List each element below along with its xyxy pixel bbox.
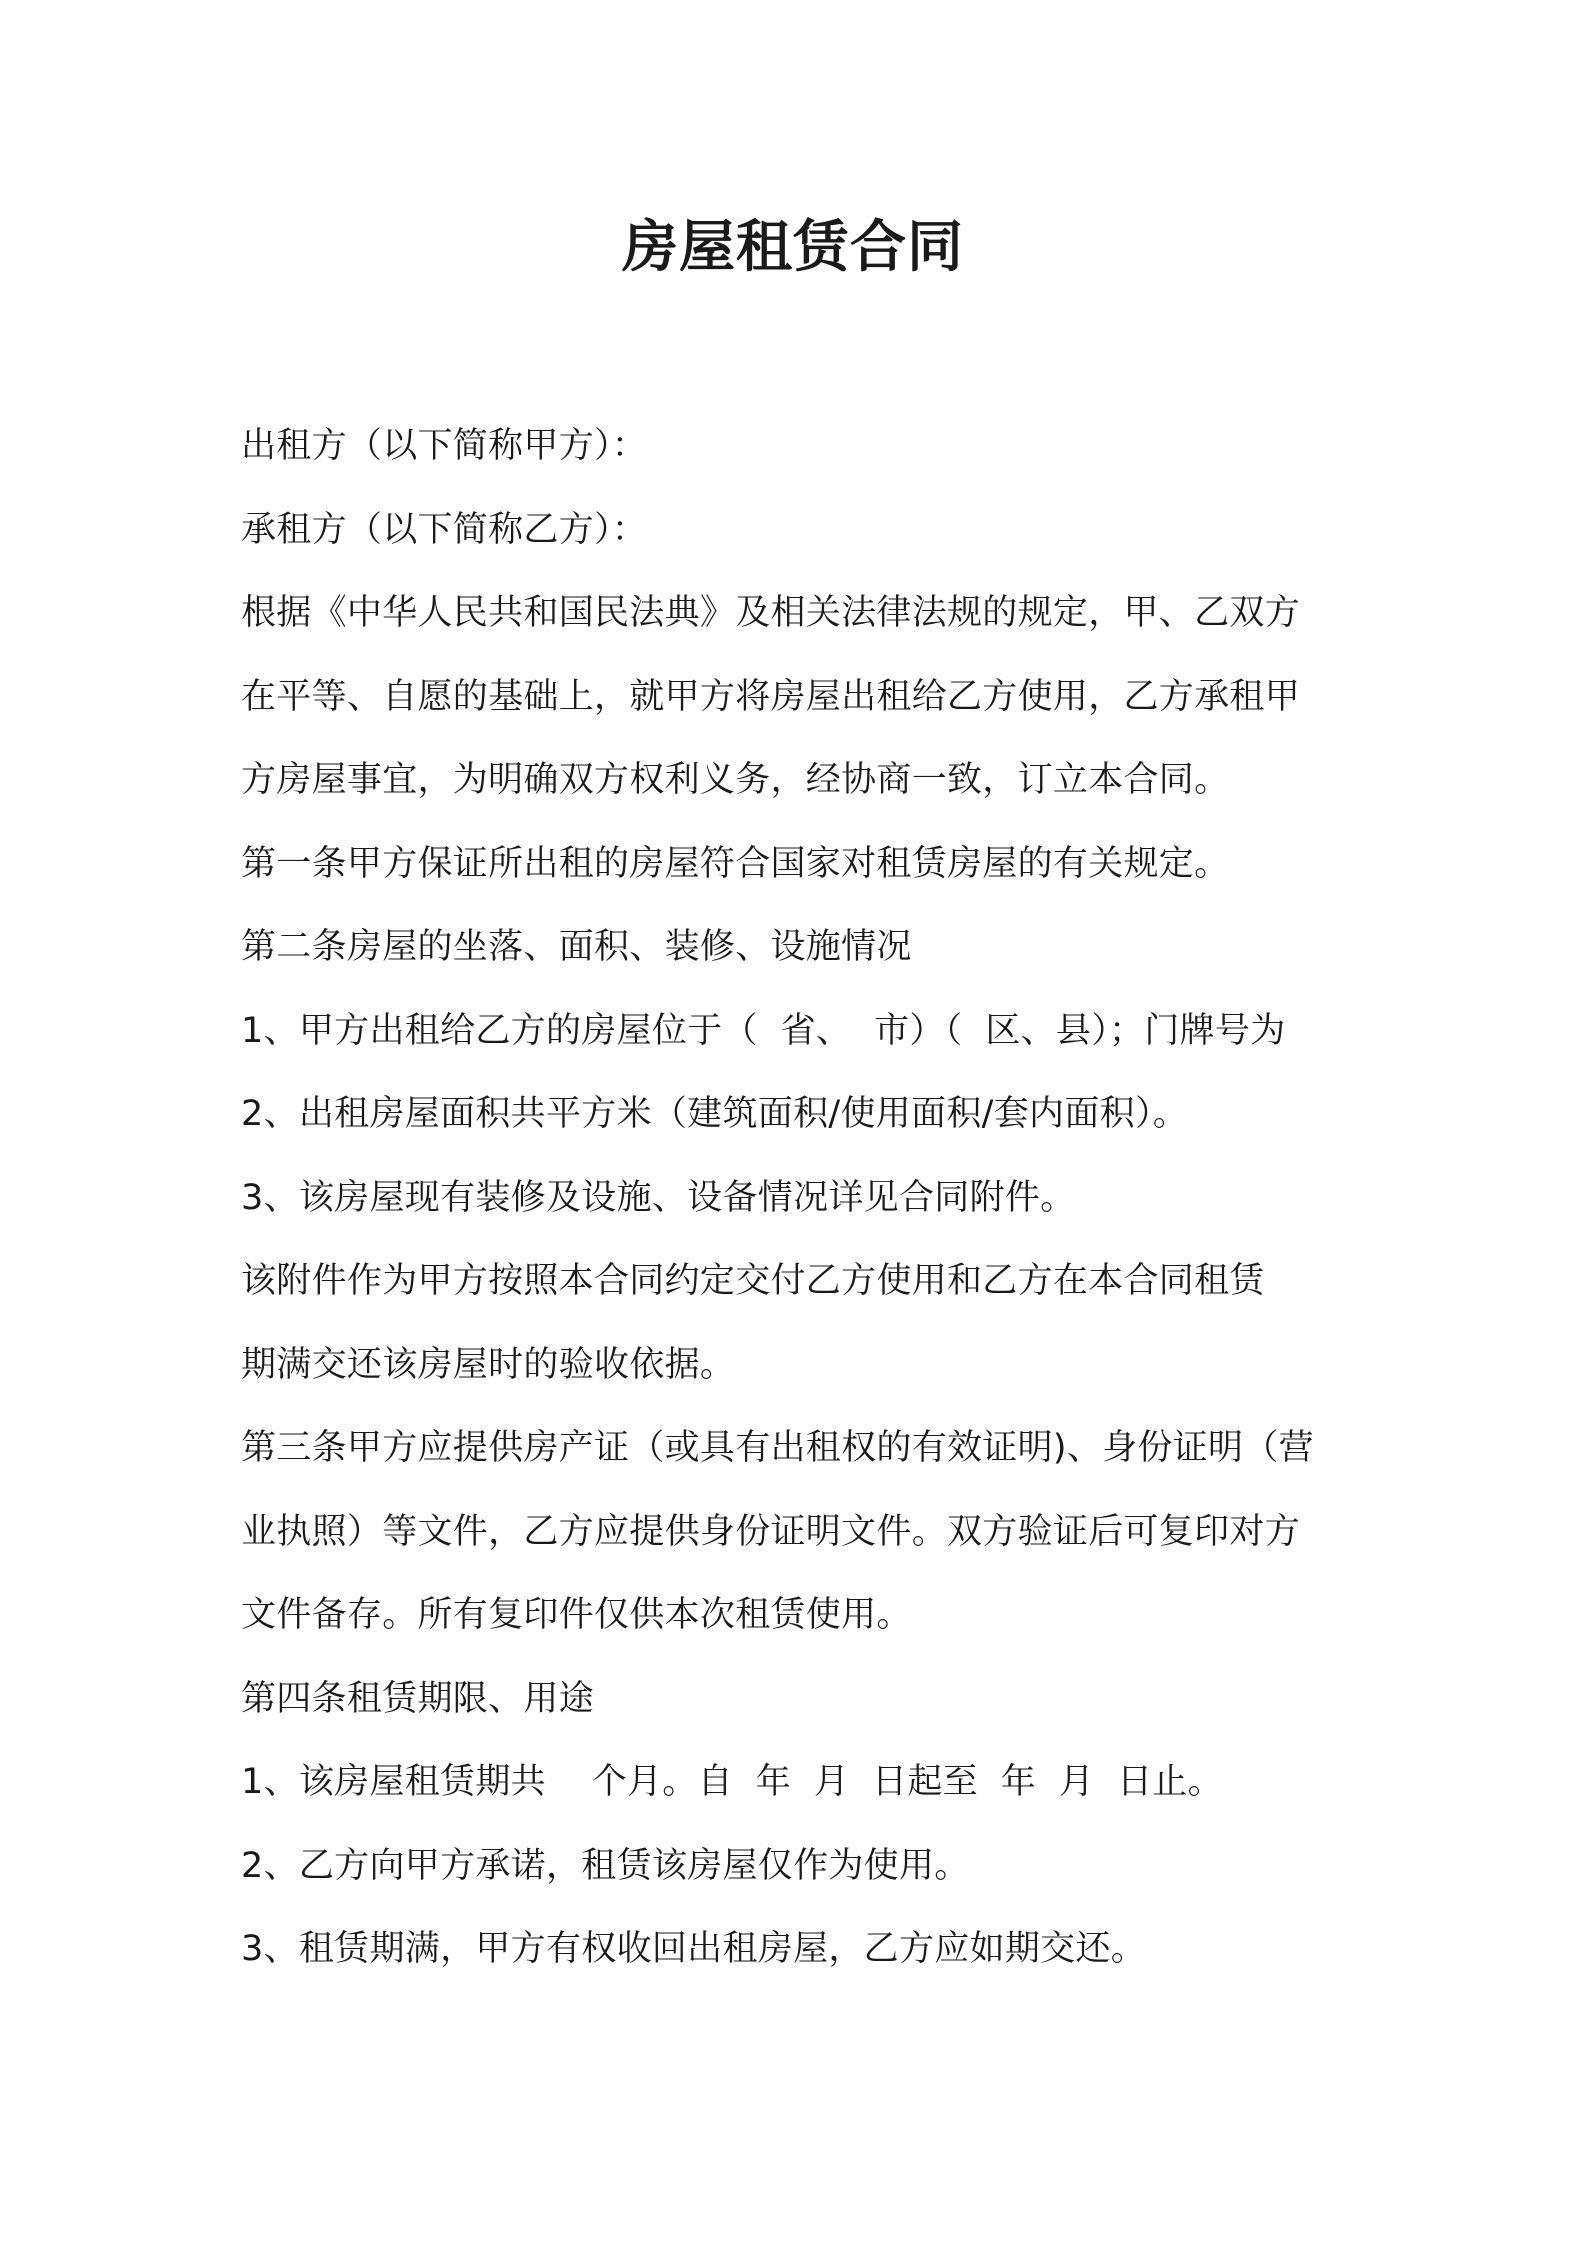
article-2-item-3: 3、该房屋现有装修及设施、设备情况详见合同附件。 xyxy=(241,1177,1076,1218)
article-4-item-1: 1、该房屋租赁期共 个月。自 年 月 日起至 年 月 日止。 xyxy=(241,1762,1223,1802)
article-4-heading: 第四条租赁期限、用途 xyxy=(241,1678,595,1719)
article-4-item-3: 3、租赁期满，甲方有权收回出租房屋，乙方应如期交还。 xyxy=(241,1929,1147,1969)
article-3-line-2: 业执照）等文件，乙方应提供身份证明文件。双方验证后可复印对方 xyxy=(241,1511,1301,1552)
preamble-line-2: 在平等、自愿的基础上，就甲方将房屋出租给乙方使用，乙方承租甲 xyxy=(241,676,1301,717)
article-1: 第一条甲方保证所出租的房屋符合国家对租赁房屋的有关规定。 xyxy=(241,843,1230,884)
document-body xyxy=(241,405,1361,1992)
lessor-line: 出租方（以下简称甲方）： xyxy=(241,426,648,466)
attachment-note-line-2: 期满交还该房屋时的验收依据。 xyxy=(241,1344,736,1385)
document-title: 房屋租赁合同 xyxy=(622,215,964,280)
lessee-line: 承租方（以下简称乙方）： xyxy=(241,509,648,550)
preamble-line-1: 根据《中华人民共和国民法典》及相关法律法规的规定，甲、乙双方 xyxy=(241,593,1301,633)
article-3-line-1: 第三条甲方应提供房产证（或具有出租权的有效证明)、身份证明（营 xyxy=(241,1428,1314,1468)
article-2-item-2: 2、出租房屋面积共平方米（建筑面积/使用面积/套内面积）。 xyxy=(241,1094,1189,1134)
attachment-note-line-1: 该附件作为甲方按照本合同约定交付乙方使用和乙方在本合同租赁 xyxy=(241,1261,1265,1301)
preamble-line-3: 方房屋事宜，为明确双方权利义务，经协商一致，订立本合同。 xyxy=(241,760,1230,800)
article-4-item-2: 2、乙方向甲方承诺，租赁该房屋仅作为使用。 xyxy=(241,1845,970,1886)
article-2-item-1: 1、甲方出租给乙方的房屋位于（ 省、 市）（ 区、县）；门牌号为 xyxy=(241,1010,1286,1051)
article-2-heading: 第二条房屋的坐落、面积、装修、设施情况 xyxy=(241,927,912,967)
article-3-line-3: 文件备存。所有复印件仅供本次租赁使用。 xyxy=(241,1595,912,1635)
